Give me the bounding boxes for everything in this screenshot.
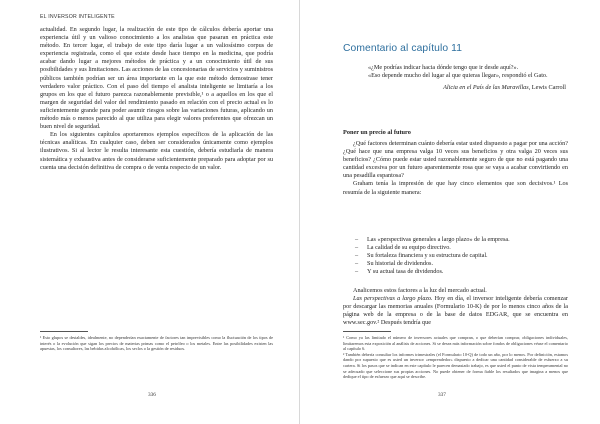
factors-list	[355, 236, 565, 276]
epigraph-source-author: Lewis Carroll	[530, 84, 566, 92]
right-paragraph-4	[343, 295, 568, 327]
right-page	[300, 0, 600, 424]
list-item: – Su historial de dividendos.	[355, 260, 565, 268]
running-head: EL INVERSOR INTELIGENTE	[40, 14, 115, 20]
right-footnotes	[343, 335, 568, 380]
footnote-rule	[40, 331, 88, 332]
epigraph-attribution	[356, 84, 566, 92]
list-item: – La calidad de su equipo directivo.	[355, 244, 565, 252]
list-item: – Las «perspectivas generales a largo plazo» de la empresa.	[355, 236, 565, 244]
perspectives-text: Hoy en día, el inversor inteligente debería comenzar por descargar las memorias anuales (Formulario 10-K) de por lo menos cinco años de la página web de la empresa o de la base de datos EDGAR, que se encuentra en www.sec.gov.² Después tendría que	[343, 295, 568, 327]
footnote-2: ² También debería consultar los informes trimestrales (el Formulario 10-Q) de todo un año, por lo menos. Por definición, estamos dando por supuesto que es usted un inversor «emprendedor» dispuesto a dedicar una cantidad considerable de esfuerzo a su cartera. Si los pasos que se indican en este capítulo le parecen demasiado trabajo, es que usted el punto de vista temperamental no se adecuado que seleccione sus propias acciones. No puede obtener de forma fiable los resultados que imagina a menos que dedique el tipo de esfuerzo que aquí se describe.	[343, 351, 568, 380]
list-item: – Su fortaleza financiera y su estructura de capital.	[355, 252, 565, 260]
section-heading: Poner un precio al futuro	[343, 129, 411, 136]
epigraph	[356, 64, 566, 92]
perspectives-lead: Las perspectivas a largo plazo.	[353, 295, 433, 303]
left-footnote: ¹ Esto glupos se destaldes, idealmente, no dependerían exactamente de factores tan imprevisibles como la fluctuación de los tipos de interés o la evolución que sigan los precios de materias primas como el petróleo o los metales. Entre las posibilidades existen las apuestas, los consultores, las bebidas alcohólicas, los seclos o la gestión de residuos.	[40, 335, 273, 352]
left-body-text	[40, 26, 273, 172]
left-paragraph-2: En los siguientes capítulos aportaremos ejemplos específicos de la aplicación de las técnicas analíticas. En cualquier caso, deben ser considerados únicamente como ejemplos ilustrativos. Si al lector le resulta interesante esta cuestión, debería estudiarla de manera sistemática y exhaustiva antes de considerarse suficientemente preparado para adoptar por su cuenta una decisión definitiva de compra o de venta respecto de un valor.	[40, 131, 273, 171]
right-body-text-1	[343, 140, 568, 197]
right-paragraph-1: ¿Qué factores determinan cuánto debería estar usted dispuesto a pagar por una acción? ¿Qué hace que una empresa valga 10 veces sus beneficios y otra valga 20 veces sus beneficios? ¿Cómo puede estar usted razonablemente seguro de que no está pagando una cantidad excesiva por un futuro aparentemente rosa que se vaya a acabar convirtiendo en una pesadilla espantosa?	[343, 140, 568, 180]
right-body-text-2	[343, 287, 568, 327]
right-paragraph-2: Graham tenía la impresión de que hay cinco elementos que son decisivos.¹ Los resumía de la siguiente manera:	[343, 180, 568, 196]
left-paragraph-1: actualidad. En segundo lugar, la realización de este tipo de cálculos debería aportar una experiencia útil y un valioso conocimiento a los analistas que pasaran en práctica este método. En tercer lugar, el trabajo de este tipo daría lugar a un valiosísimo corpus de experiencia registrada, como el que existe desde hace tiempo en la medicina, que podría acabar dando lugar a mejores métodos de práctica y a un conocimiento útil de sus posibilidades y sus limitaciones. Las acciones de las concesionarias de servicios y suministros públicos también podrían ser un área importante en la que este método demostrase tener verdadero valor práctico. Con el paso del tiempo el analista inteligente se limitaría a los grupos en los que el futuro parezca razonablemente previsible,¹ o a aquellos en los que el margen de seguridad del valor del rendimiento pasado en relación con el precio actual es lo suficientemente grande para poder asumir riesgos sobre las variaciones futuras, aplicando un método más o menos parecido al que utiliza para elegir valores preferentes que ofrezcan un buen nivel de seguridad.	[40, 26, 273, 131]
chapter-title: Comentario al capítulo 11	[343, 43, 463, 54]
epigraph-source-title: Alicia en el País de las Maravillas,	[443, 84, 531, 92]
footnote-1: ¹ Como ya las limitado el número de inversores actuales que compran, o que deberían comprar, obligaciones individuales, limitaremos esta exposición al análisis de acciones. Si se desea más información sobre fondos de obligaciones véase el comentario al capítulo 6.	[343, 335, 568, 352]
epigraph-line-1: «¿Me podrías indicar hacia dónde tengo que ir desde aquí?».	[368, 64, 519, 71]
right-paragraph-3: Analicemos estos factores a la luz del mercado actual.	[353, 287, 487, 294]
epigraph-line-2: «Eso depende mucho del lugar al que quieras llegar», respondió el Gato.	[368, 72, 548, 80]
page-number-left: 336	[148, 392, 156, 398]
page-number-right: 337	[438, 392, 446, 398]
list-item: – Y su actual tasa de dividendos.	[355, 268, 565, 276]
footnote-rule	[343, 331, 391, 332]
